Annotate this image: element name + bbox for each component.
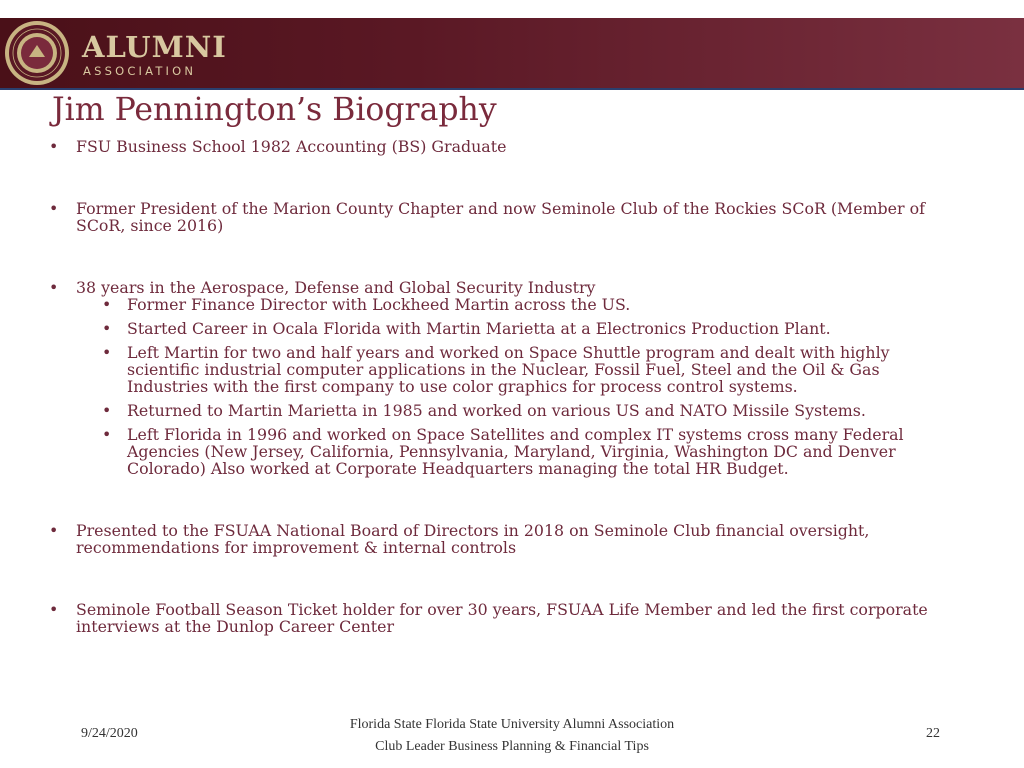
- footer-line-1: Florida State Florida State University Alumni Association: [349, 717, 675, 732]
- logo-subtitle: ASSOCIATION: [83, 64, 197, 78]
- page-title: Jim Pennington’s Biography: [52, 92, 497, 128]
- career-sublist: [45, 296, 960, 477]
- bullet-career: [45, 279, 960, 477]
- footer-date: 9/24/2020: [81, 726, 138, 741]
- sub-bullet: • Started Career in Ocala Florida with Martin Marietta at a Electronics Production Plant.: [45, 320, 960, 337]
- university-seal-icon: [4, 20, 70, 86]
- bullet-presentation: • Presented to the FSUAA National Board of Directors in 2018 on Seminole Club financial oversight, recommendations for improvement & internal controls: [45, 522, 960, 556]
- sub-bullet: • Former Finance Director with Lockheed Martin across the US.: [45, 296, 960, 313]
- sub-bullet: • Left Florida in 1996 and worked on Space Satellites and complex IT systems cross many Federal Agencies (New Jersey, California, Pennsylvania, Maryland, Virginia, Washington DC and Denver Colorado) Also worked at Corporate Headquarters managing the total HR Budget.: [45, 426, 960, 477]
- bullet-club-president: • Former President of the Marion County Chapter and now Seminole Club of the Rockies SCoR (Member of SCoR, since 2016): [45, 200, 960, 234]
- sub-bullet: • Left Martin for two and half years and worked on Space Shuttle program and dealt with highly scientific industrial computer applications in the Nuclear, Fossil Fuel, Steel and the Oil & Gas Industries with the first company to use color graphics for process control systems.: [45, 344, 960, 395]
- header-banner: [0, 18, 1024, 90]
- footer-line-2: Club Leader Business Planning & Financial Tips: [375, 739, 649, 754]
- page-number: 22: [926, 726, 940, 741]
- footer-title: [262, 714, 762, 758]
- biography-content: [45, 138, 960, 635]
- bullet-education: • FSU Business School 1982 Accounting (BS) Graduate: [45, 138, 960, 155]
- bullet-football: • Seminole Football Season Ticket holder for over 30 years, FSUAA Life Member and led the first corporate interviews at the Dunlop Career Center: [45, 601, 960, 635]
- logo-wordmark: ALUMNI: [82, 30, 227, 64]
- sub-bullet: • Returned to Martin Marietta in 1985 and worked on various US and NATO Missile Systems.: [45, 402, 960, 419]
- bullet-career-text: 38 years in the Aerospace, Defense and Global Security Industry: [76, 278, 596, 297]
